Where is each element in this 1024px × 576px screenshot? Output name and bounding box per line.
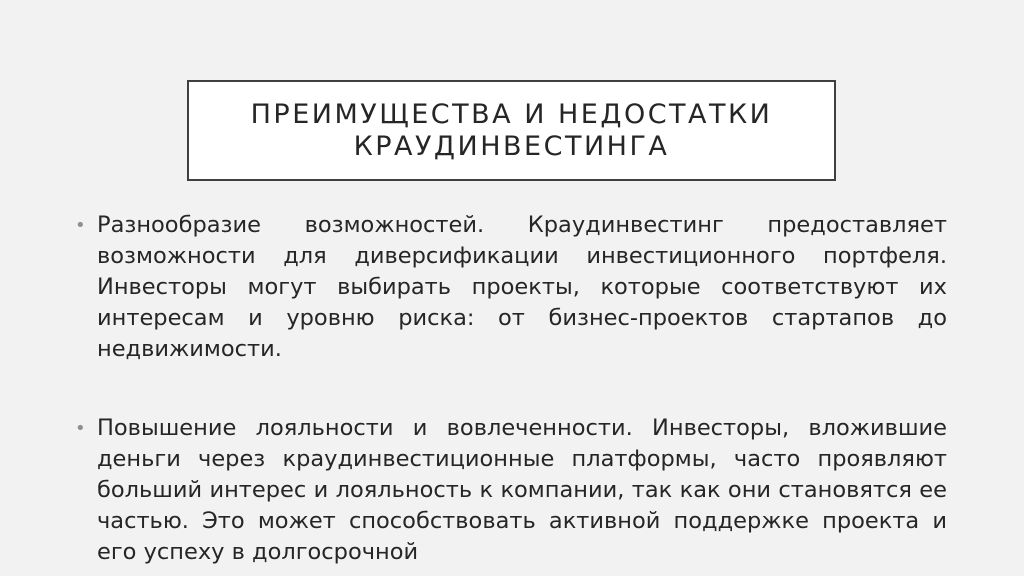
bullet-list (75, 210, 947, 576)
bullet-text: Разнообразие возможностей. Краудинвестинг предоставляет возможности для диверсификации инвестиционного портфеля. Инвесторы могут выбирать проекты, которые соответствуют их интересам и уровню риска: от бизнес-проектов стартапов до недвижимости. (97, 212, 947, 362)
bullet-item-loyalty (75, 413, 947, 568)
bullet-item-diversity (75, 210, 947, 365)
bullet-text: Повышение лояльности и вовлеченности. Инвесторы, вложившие деньги через краудинвестиционные платформы, часто проявляют больший интерес и лояльность к компании, так как они становятся ее частью. Это может способствовать активной поддержке проекта и его успеху в долгосрочной (97, 415, 947, 565)
slide-title-line-1: ПРЕИМУЩЕСТВА И НЕДОСТАТКИ (250, 98, 773, 130)
bullet-icon: • (75, 418, 86, 439)
title-box (187, 80, 836, 181)
slide-title-line-2: КРАУДИНВЕСТИНГА (353, 130, 670, 162)
slide-title (251, 99, 773, 163)
bullet-icon: • (75, 215, 86, 236)
